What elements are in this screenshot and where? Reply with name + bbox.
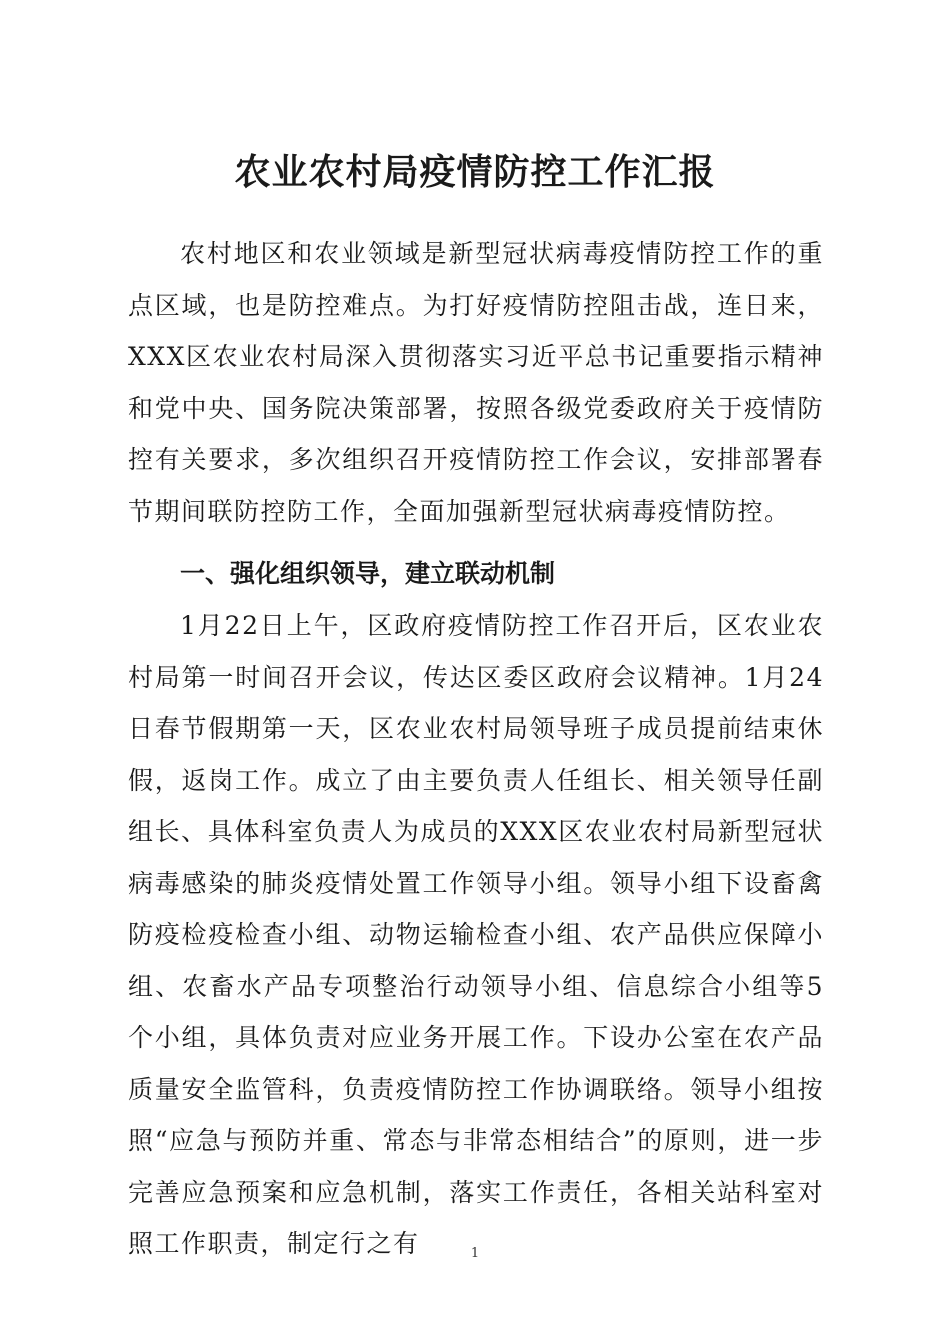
document-title: 农业农村局疫情防控工作汇报 [234, 151, 716, 193]
page-number: 1 [470, 1246, 480, 1261]
intro-paragraph: 农村地区和农业领域是新型冠状病毒疫情防控工作的重点区域，也是防控难点。为打好疫情防控阻击战，连日来，XXX区农业农村局深入贯彻落实习近平总书记重要指示精神和党中央、国务院决策部署，按照各级党委政府关于疫情防控有关要求，多次组织召开疫情防控工作会议，安排部署春节期间联防控防工作，全面加强新型冠状病毒疫情防控。 [128, 239, 824, 526]
section-heading: 一、强化组织领导，建立联动机制 [180, 559, 556, 588]
section-paragraph: 1月22日上午，区政府疫情防控工作召开后，区农业农村局第一时间召开会议，传达区委区政府会议精神。1月24日春节假期第一天，区农业农村局领导班子成员提前结束休假，返岗工作。成立了由主要负责人任组长、相关领导任副组长、具体科室负责人为成员的XXX区农业农村局新型冠状病毒感染的肺炎疫情处置工作领导小组。领导小组下设畜禽防疫检疫检查小组、动物运输检查小组、农产品供应保障小组、农畜水产品专项整治行动领导小组、信息综合小组等5个小组，具体负责对应业务开展工作。下设办公室在农产品质量安全监管科，负责疫情防控工作协调联络。领导小组按照“应急与预防并重、常态与非常态相结合”的原则，进一步完善应急预案和应急机制，落实工作责任，各相关站科室对照工作职责，制定行之有 [128, 611, 824, 1258]
